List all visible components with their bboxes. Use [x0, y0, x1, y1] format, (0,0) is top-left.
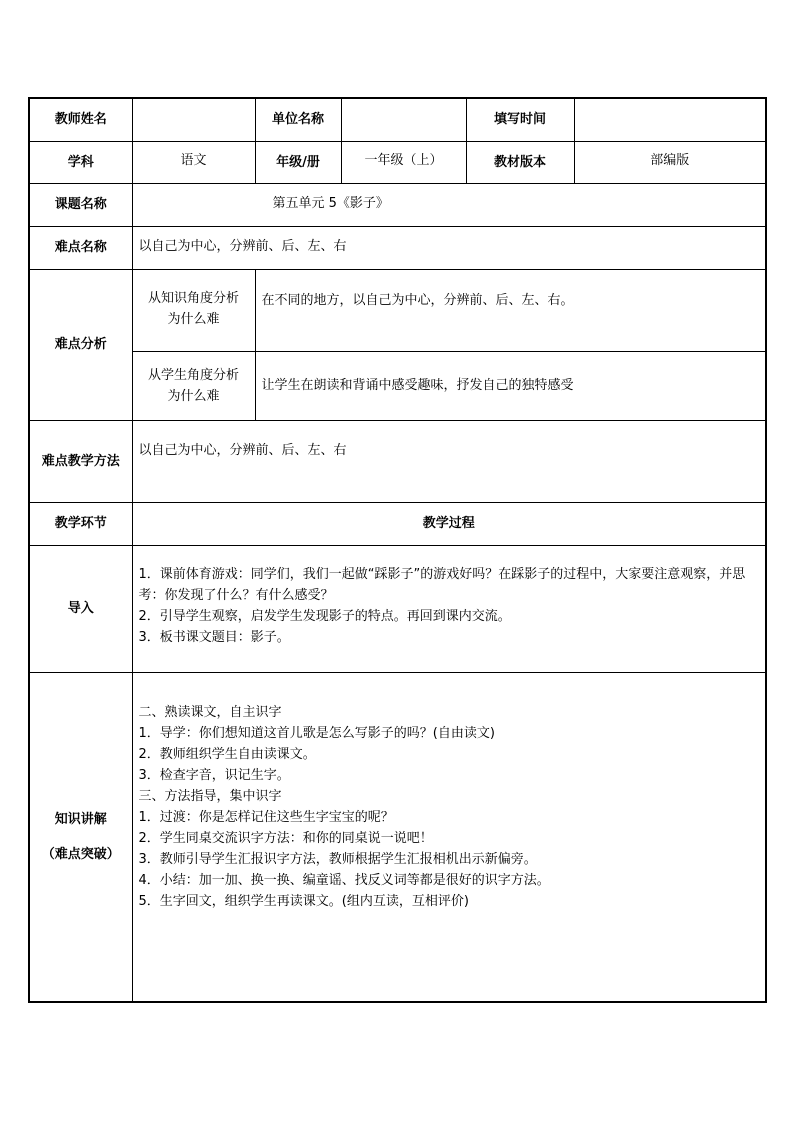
lesson-title-value: 第五单元 5《影子》 [132, 183, 766, 226]
intro-row [29, 545, 766, 672]
knowledge-row [29, 672, 766, 1002]
intro-line-2: 2．引导学生观察，启发学生发现影子的特点。再回到课内交流。 [138, 608, 511, 624]
student-angle-value: 让学生在朗读和背诵中感受趣味，抒发自己的独特感受 [255, 351, 766, 420]
knowledge-line-6: 1．过渡：你是怎样记住这些生字宝宝的呢？ [138, 809, 394, 825]
textbook-label: 教材版本 [466, 141, 574, 183]
knowledge-line-9: 4．小结：加一加、换一换、编童谣、找反义词等都是很好的识字方法。 [138, 872, 550, 888]
analysis-knowledge-row [29, 269, 766, 351]
fill-time-label: 填写时间 [466, 98, 574, 141]
method-label: 难点教学方法 [29, 420, 132, 502]
difficulty-row [29, 226, 766, 269]
lesson-plan-table [28, 97, 767, 1003]
knowledge-line-3: 2．教师组织学生自由读课文。 [138, 746, 316, 762]
knowledge-angle-label [132, 269, 255, 351]
knowledge-line-1: 二、熟读课文，自主识字 [138, 704, 282, 720]
teacher-name-label: 教师姓名 [29, 98, 132, 141]
knowledge-label-line2: （难点突破） [41, 846, 120, 862]
knowledge-angle-label-line2: 为什么难 [167, 311, 220, 327]
intro-content [132, 545, 766, 672]
lesson-title-row [29, 183, 766, 226]
grade-label: 年级/册 [255, 141, 341, 183]
process-header-row [29, 502, 766, 545]
knowledge-angle-value: 在不同的地方，以自己为中心，分辨前、后、左、右。 [255, 269, 766, 351]
knowledge-label-line1: 知识讲解 [54, 811, 107, 827]
process-label: 教学过程 [132, 502, 766, 545]
fill-time-value [574, 98, 766, 141]
intro-line-1: 1．课前体育游戏：同学们，我们一起做“踩影子”的游戏好吗？在踩影子的过程中，大家要注意观察，并思考：你发现了什么？有什么感受？ [138, 566, 746, 603]
header-row-2 [29, 141, 766, 183]
student-angle-label [132, 351, 255, 420]
unit-name-value [341, 98, 466, 141]
knowledge-line-10: 5．生字回文，组织学生再读课文。(组内互读，互相评价) [138, 893, 469, 909]
textbook-value: 部编版 [574, 141, 766, 183]
knowledge-line-8: 3．教师引导学生汇报识字方法，教师根据学生汇报相机出示新偏旁。 [138, 851, 537, 867]
knowledge-content [132, 672, 766, 1002]
subject-value: 语文 [132, 141, 255, 183]
difficulty-label: 难点名称 [29, 226, 132, 269]
method-row [29, 420, 766, 502]
subject-label: 学科 [29, 141, 132, 183]
teacher-name-value [132, 98, 255, 141]
lesson-title-label: 课题名称 [29, 183, 132, 226]
knowledge-angle-label-line1: 从知识角度分析 [147, 290, 239, 306]
intro-line-3: 3．板书课文题目：影子。 [138, 629, 290, 645]
student-angle-label-line1: 从学生角度分析 [147, 367, 239, 383]
knowledge-line-4: 3．检查字音，识记生字。 [138, 767, 290, 783]
knowledge-line-5: 三、方法指导，集中识字 [138, 788, 282, 804]
grade-value: 一年级（上） [341, 141, 466, 183]
intro-label: 导入 [29, 545, 132, 672]
method-value: 以自己为中心，分辨前、后、左、右 [132, 420, 766, 502]
analysis-student-row [29, 351, 766, 420]
knowledge-line-2: 1．导学：你们想知道这首儿歌是怎么写影子的吗？(自由读文) [138, 725, 495, 741]
knowledge-line-7: 2．学生同桌交流识字方法：和你的同桌说一说吧！ [138, 830, 433, 846]
difficulty-value: 以自己为中心，分辨前、后、左、右 [132, 226, 766, 269]
header-row-1 [29, 98, 766, 141]
analysis-label: 难点分析 [29, 269, 132, 420]
stage-label: 教学环节 [29, 502, 132, 545]
unit-name-label: 单位名称 [255, 98, 341, 141]
student-angle-label-line2: 为什么难 [167, 388, 220, 404]
knowledge-label [29, 672, 132, 1002]
